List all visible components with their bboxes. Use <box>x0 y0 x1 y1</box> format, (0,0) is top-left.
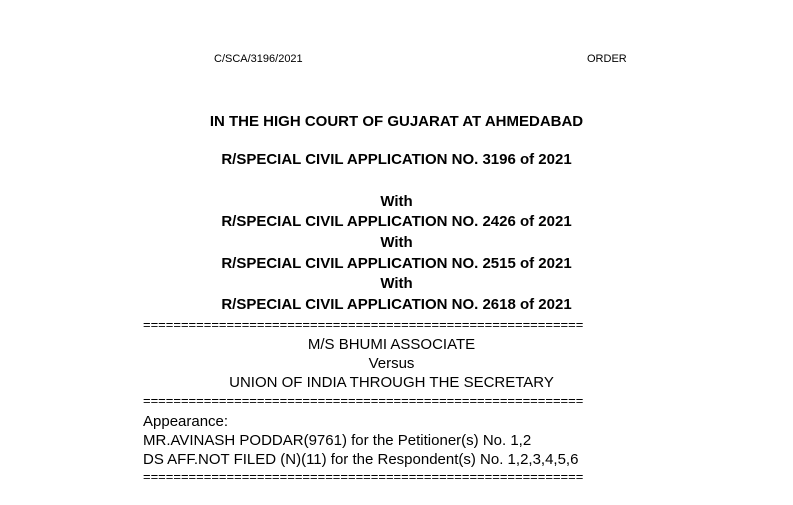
court-name: IN THE HIGH COURT OF GUJARAT AT AHMEDABAD <box>209 113 584 130</box>
versus-label: Versus <box>368 355 415 372</box>
appearance-heading: Appearance: <box>143 413 229 430</box>
connected-application-2: R/SPECIAL CIVIL APPLICATION NO. 2515 of 2021 <box>221 255 572 272</box>
respondent-name: UNION OF INDIA THROUGH THE SECRETARY <box>229 374 554 391</box>
with-label-1: With <box>380 193 413 210</box>
appearance-petitioner: MR.AVINASH PODDAR(9761) for the Petitioner(s) No. 1,2 <box>143 432 532 449</box>
connected-application-3: R/SPECIAL CIVIL APPLICATION NO. 2618 of 2021 <box>221 296 572 313</box>
main-application: R/SPECIAL CIVIL APPLICATION NO. 3196 of 2021 <box>221 151 572 168</box>
with-label-3: With <box>380 275 413 292</box>
separator-1: ========================================================== <box>143 320 584 330</box>
petitioner-name: M/S BHUMI ASSOCIATE <box>307 336 476 353</box>
case-reference: C/SCA/3196/2021 <box>214 53 303 65</box>
document-type: ORDER <box>587 53 627 65</box>
connected-application-1: R/SPECIAL CIVIL APPLICATION NO. 2426 of 2021 <box>221 213 572 230</box>
with-label-2: With <box>380 234 413 251</box>
appearance-respondent: DS AFF.NOT FILED (N)(11) for the Respondent(s) No. 1,2,3,4,5,6 <box>143 451 579 468</box>
separator-3: ========================================================== <box>143 472 584 482</box>
separator-2: ========================================================== <box>143 396 584 406</box>
